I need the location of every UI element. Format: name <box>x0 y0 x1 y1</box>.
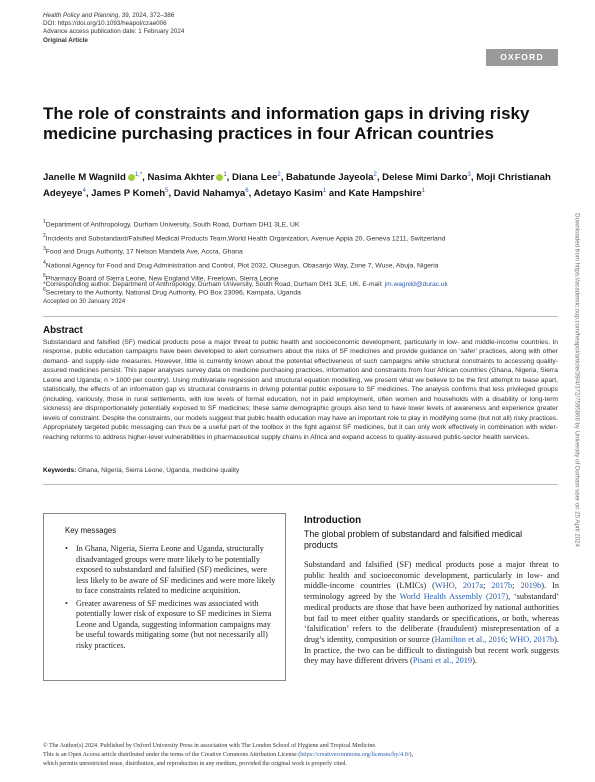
author-name[interactable]: Babatunde Jayeola <box>286 172 374 184</box>
affiliation-text: Department of Anthropology, Durham University, South Road, Durham DH1 3LE, UK <box>45 221 300 229</box>
affiliation-text: Incidents and Substandard/Falsified Medical Products Team,World Health Organization, Avenue Appia 20, Geneva 1211, Switzerland <box>45 234 446 242</box>
affiliation-number: 6 <box>43 286 46 293</box>
affiliation-marker[interactable]: 2 <box>373 172 377 178</box>
citation-volume-pages: , 39, 2024, 372–386 <box>118 12 175 19</box>
reference-link[interactable]: WHO, 2017a <box>434 581 484 591</box>
copyright-line: © The Author(s) 2024. Published by Oxford University Press in association with The London School of Hygiene and Tropical Medicine. <box>43 743 377 749</box>
journal-citation <box>43 12 184 20</box>
affiliation-marker[interactable]: 1 <box>223 172 227 178</box>
abstract-heading: Abstract <box>43 325 83 336</box>
affiliation-marker[interactable]: 1 <box>421 187 426 194</box>
author-separator: , <box>168 188 174 200</box>
affiliation-text: Secretary to the Authority, National Drug Authority, PO Box 23096, Kampala, Uganda <box>45 289 301 297</box>
affiliation-marker[interactable]: 2 <box>277 172 281 178</box>
author-separator: , <box>142 172 148 184</box>
author-separator: , <box>85 188 92 200</box>
article-type: Original Article <box>43 36 88 44</box>
corresponding-author-text: *Corresponding author. Department of Anthropology, Durham University, South Road, Durham DH1 3LE, UK. E-mail: <box>43 281 385 288</box>
article-title: The role of constraints and information gaps in driving risky medicine purchasing practices in four African countries <box>43 104 530 143</box>
bullet-icon: • <box>65 598 68 608</box>
author-name[interactable]: Kate Hampshire <box>348 188 422 200</box>
affiliation-marker[interactable]: 6 <box>245 187 249 194</box>
introduction-heading: Introduction <box>304 515 362 526</box>
paragraph-text: ; <box>512 581 521 591</box>
author-name[interactable]: Diana Lee <box>232 172 278 184</box>
license-text: ), <box>409 752 414 758</box>
corresponding-email-link[interactable]: jm.wagnild@durac.uk <box>384 281 448 288</box>
journal-title: Health Policy and Planning <box>43 12 119 19</box>
affiliation-text: National Agency for Food and Drug Administration and Control, Plot 2032, Olusegun, Obasanjo Way, Zone 7, Wuse, Abuja, Nigeria <box>45 261 439 269</box>
license-text: This is an Open Access article distributed under the terms of the Creative Commons Attribution License ( <box>43 752 301 758</box>
reference-link[interactable]: Pisani et al., 2019 <box>412 656 473 666</box>
author-separator: , <box>248 188 254 200</box>
publisher-logo: OXFORD <box>486 49 558 66</box>
download-note <box>572 150 582 610</box>
affiliation-marker[interactable]: 1,* <box>134 172 143 178</box>
affiliation-number: 3 <box>43 246 46 253</box>
list-item <box>65 599 276 652</box>
author-name[interactable]: Janelle M Wagnild <box>43 172 126 184</box>
author-separator: , <box>470 172 477 184</box>
doi[interactable]: DOI: https://doi.org/10.1093/heapol/czae006 <box>43 20 167 28</box>
author-separator: , <box>376 172 383 184</box>
affiliation-marker[interactable]: 5 <box>165 187 169 194</box>
author-name[interactable]: Nasima Akhter <box>147 172 215 184</box>
paragraph-text: , ‘substandard’ medical products are those that have been authorized by national authorities but fail to meet either quality standards or specifications, or both, whereas ‘falsification’ refers to the deliberate (fraudulent) misrepresentation of a drug’s identity, composition or source ( <box>304 592 560 644</box>
paragraph-text: ; <box>505 634 510 644</box>
paragraph-text: ). In terminology agreed by the <box>304 581 559 602</box>
author-separator: , <box>280 172 287 184</box>
affiliation-number: 2 <box>43 232 46 239</box>
divider <box>43 316 558 317</box>
keywords-label: Keywords: <box>43 467 77 474</box>
journal-header <box>43 12 184 45</box>
license-line <box>43 751 558 760</box>
corresponding-author <box>43 281 558 288</box>
bullet-icon: • <box>65 544 68 553</box>
affiliation-marker[interactable]: 1 <box>322 187 327 194</box>
accepted-date: Accepted on 30 January 2024 <box>43 298 126 305</box>
author-separator: , <box>226 172 233 184</box>
divider <box>43 484 558 485</box>
affiliation-marker[interactable]: 3 <box>467 172 471 178</box>
affiliation-item <box>43 258 558 272</box>
affiliation-text: Food and Drugs Authority, 17 Nelson Mandela Ave, Accra, Ghana <box>45 248 243 256</box>
reference-link[interactable]: 2017b <box>491 581 513 591</box>
affiliation-item <box>43 217 558 231</box>
reference-link[interactable]: 2019b <box>520 581 542 591</box>
author-list <box>43 169 558 201</box>
affiliation-number: 1 <box>43 219 46 225</box>
introduction-subheading: The global problem of substandard and falsified medical products <box>304 529 523 550</box>
keywords <box>43 467 558 474</box>
download-note-text: Downloaded from https://academic.oup.com/heapol/article/39/4/372/7595868 by University of Durham user on 25 April 2024 <box>573 213 581 547</box>
author-name[interactable]: David Nahamya <box>173 188 246 200</box>
affiliation-text: Pharmacy Board of Sierra Leone, New England Ville, Freetown, Sierra Leone <box>45 275 279 283</box>
key-messages-heading: Key messages <box>65 526 117 535</box>
affiliation-item <box>43 231 558 245</box>
license-link[interactable]: https://creativecommons.org/licenses/by/4.0/ <box>300 752 410 758</box>
author-separator: and <box>326 188 349 200</box>
keywords-text: Ghana, Nigeria, Sierra Leone, Uganda, medicine quality <box>76 467 240 474</box>
introduction-paragraph <box>304 560 559 667</box>
advance-access-date: Advance access publication date: 1 February 2024 <box>43 28 185 36</box>
orcid-icon[interactable] <box>128 174 135 181</box>
reference-link[interactable]: World Health Assembly (2017) <box>399 592 509 602</box>
affiliation-item <box>43 244 558 258</box>
author-name[interactable]: Delese Mimi Darko <box>382 172 468 184</box>
paragraph-text: ). In practice, the two can be difficult to distinguish but recent work suggests they may have different drivers ( <box>304 634 559 666</box>
affiliation-marker[interactable]: 4 <box>82 187 86 194</box>
author-name[interactable]: Adetayo Kasim <box>253 188 323 200</box>
author-name[interactable]: James P Komeh <box>91 188 166 200</box>
paragraph-text: ; <box>483 581 492 591</box>
list-item <box>65 544 276 597</box>
copyright-footer <box>43 742 558 769</box>
author-name[interactable]: Moji Christianah Adeyeye <box>43 172 551 200</box>
affiliation-number: 4 <box>43 259 46 266</box>
affiliation-number: 5 <box>43 273 46 280</box>
key-messages-list <box>65 544 276 653</box>
reference-link[interactable]: Hamilton et al., 2016 <box>434 634 506 644</box>
paragraph-text: ). <box>472 656 477 666</box>
paragraph-text: Substandard and falsified (SF) medical products pose a major threat to public health and socioeconomic development, particularly in low- and middle-income countries (LMICs) ( <box>304 560 559 591</box>
reference-link[interactable]: WHO, 2017b <box>509 634 555 644</box>
key-message-text: Greater awareness of SF medicines was associated with potentially lower risk of exposure to SF medicines in Sierra Leone and Uganda, suggesting information campaigns may be useful towards mitigating some (but not necessarily all) risky practices. <box>76 598 272 650</box>
abstract-text: Substandard and falsified (SF) medical products pose a major threat to public health and socioeconomic development, particularly in low- and middle-income countries. In response, public education campaigns have been developed to alert consumers about the risks of SF medicines and provide guidance on ‘safer’ practices, along with other demand- and supply-side measures. However, little is currently known about the potential effectiveness of such campaigns while structural constraints to accessing quality-assured medicines persist. This paper analyses survey data on medicine purchasing practices, information and constraints from four African countries (Ghana, Nigeria, Sierra Leone and Uganda; n > 1000 per country). Using multivariate regression and structural equation modelling, we present what we believe to be the first attempt to tease apart, statistically, the effects of an information gap vs structural constraints in driving potential public exposure to SF medicines. The analysis confirms that less privileged groups (including, variously, those in rural settlements, with low levels of formal education, not in paid employment, often women and households with a disability or long-term sickness) are disproportionately potentially exposed to SF medicines; these same demographic groups also tend to have lower levels of awareness and experience greater levels of constraint. Despite the constraints, our models suggest that public health education may have an important role to play in modifying some (but not all) risky practices. Appropriately targeted public messaging can thus be a useful part of the toolbox in the fight against SF medicines, but it can only work effectively in combination with wider-reaching reforms to address higher-level vulnerabilities in pharmaceutical supply chains in Africa and expand access to quality-assured public-sector health services. <box>43 339 558 441</box>
license-terms: which permits unrestricted reuse, distribution, and reproduction in any medium, provided the original work is properly cited. <box>43 761 347 767</box>
key-message-text: In Ghana, Nigeria, Sierra Leone and Uganda, structurally disadvantaged groups were more likely to be potentially exposed to substandard and falsified (SF) medicines, were less likely to be aware of SF medicines and were more likely to face constraints related to medicine acquisition. <box>76 544 276 595</box>
